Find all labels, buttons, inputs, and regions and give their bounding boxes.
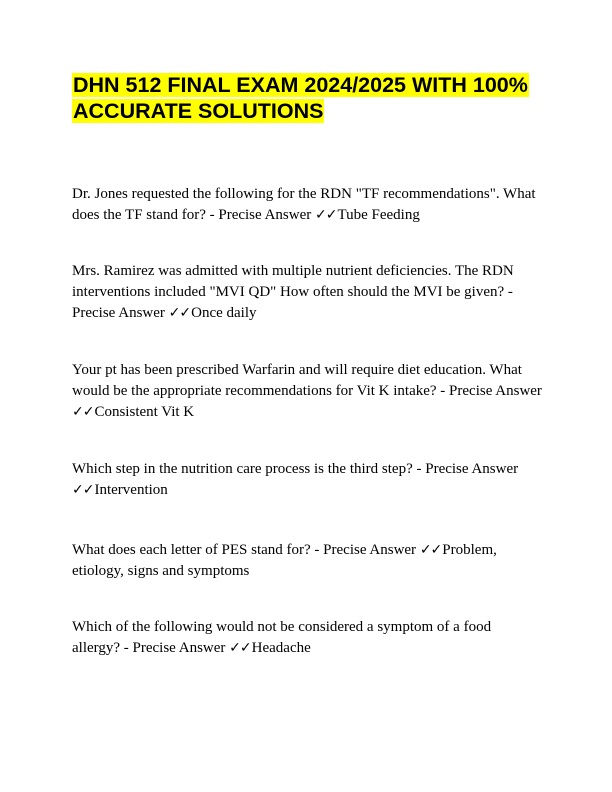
exam-title xyxy=(72,72,542,124)
question-text: What does each letter of PES stand for? - Precise Answer xyxy=(72,542,420,558)
question-text: Which of the following would not be considered a symptom of a food allergy? - Precise Answer xyxy=(72,619,492,656)
double-check-icon: ✓✓ xyxy=(72,482,94,498)
answer-text: Consistent Vit K xyxy=(94,404,195,420)
qa-item-4 xyxy=(72,459,542,501)
qa-item-1 xyxy=(72,184,542,226)
qa-item-5 xyxy=(72,540,542,582)
qa-item-3 xyxy=(72,360,542,423)
question-text: Your pt has been prescribed Warfarin and will require diet education. What would be the appropriate recommendations for Vit K intake? - Precise Answer xyxy=(72,362,542,399)
exam-title-highlight: DHN 512 FINAL EXAM 2024/2025 WITH 100% ACCURATE SOLUTIONS xyxy=(73,73,528,123)
qa-item-6 xyxy=(72,617,542,659)
double-check-icon: ✓✓ xyxy=(315,207,337,223)
double-check-icon: ✓✓ xyxy=(72,404,94,420)
double-check-icon: ✓✓ xyxy=(419,542,442,558)
qa-item-2 xyxy=(72,261,542,324)
double-check-icon: ✓✓ xyxy=(168,305,191,321)
question-text: Dr. Jones requested the following for the RDN "TF recommendations". What does the TF stand for? - Precise Answer xyxy=(72,186,536,223)
question-text: Mrs. Ramirez was admitted with multiple nutrient deficiencies. The RDN interventions included "MVI QD" How often should the MVI be given? - Precise Answer xyxy=(72,263,514,321)
answer-text: Tube Feeding xyxy=(337,207,420,223)
answer-text: Once daily xyxy=(191,305,257,321)
answer-text: Problem, etiology, signs and symptoms xyxy=(72,542,497,579)
answer-text: Intervention xyxy=(94,482,168,498)
answer-text: Headache xyxy=(251,640,311,656)
double-check-icon: ✓✓ xyxy=(229,640,251,656)
question-text: Which step in the nutrition care process is the third step? - Precise Answer xyxy=(72,461,519,477)
